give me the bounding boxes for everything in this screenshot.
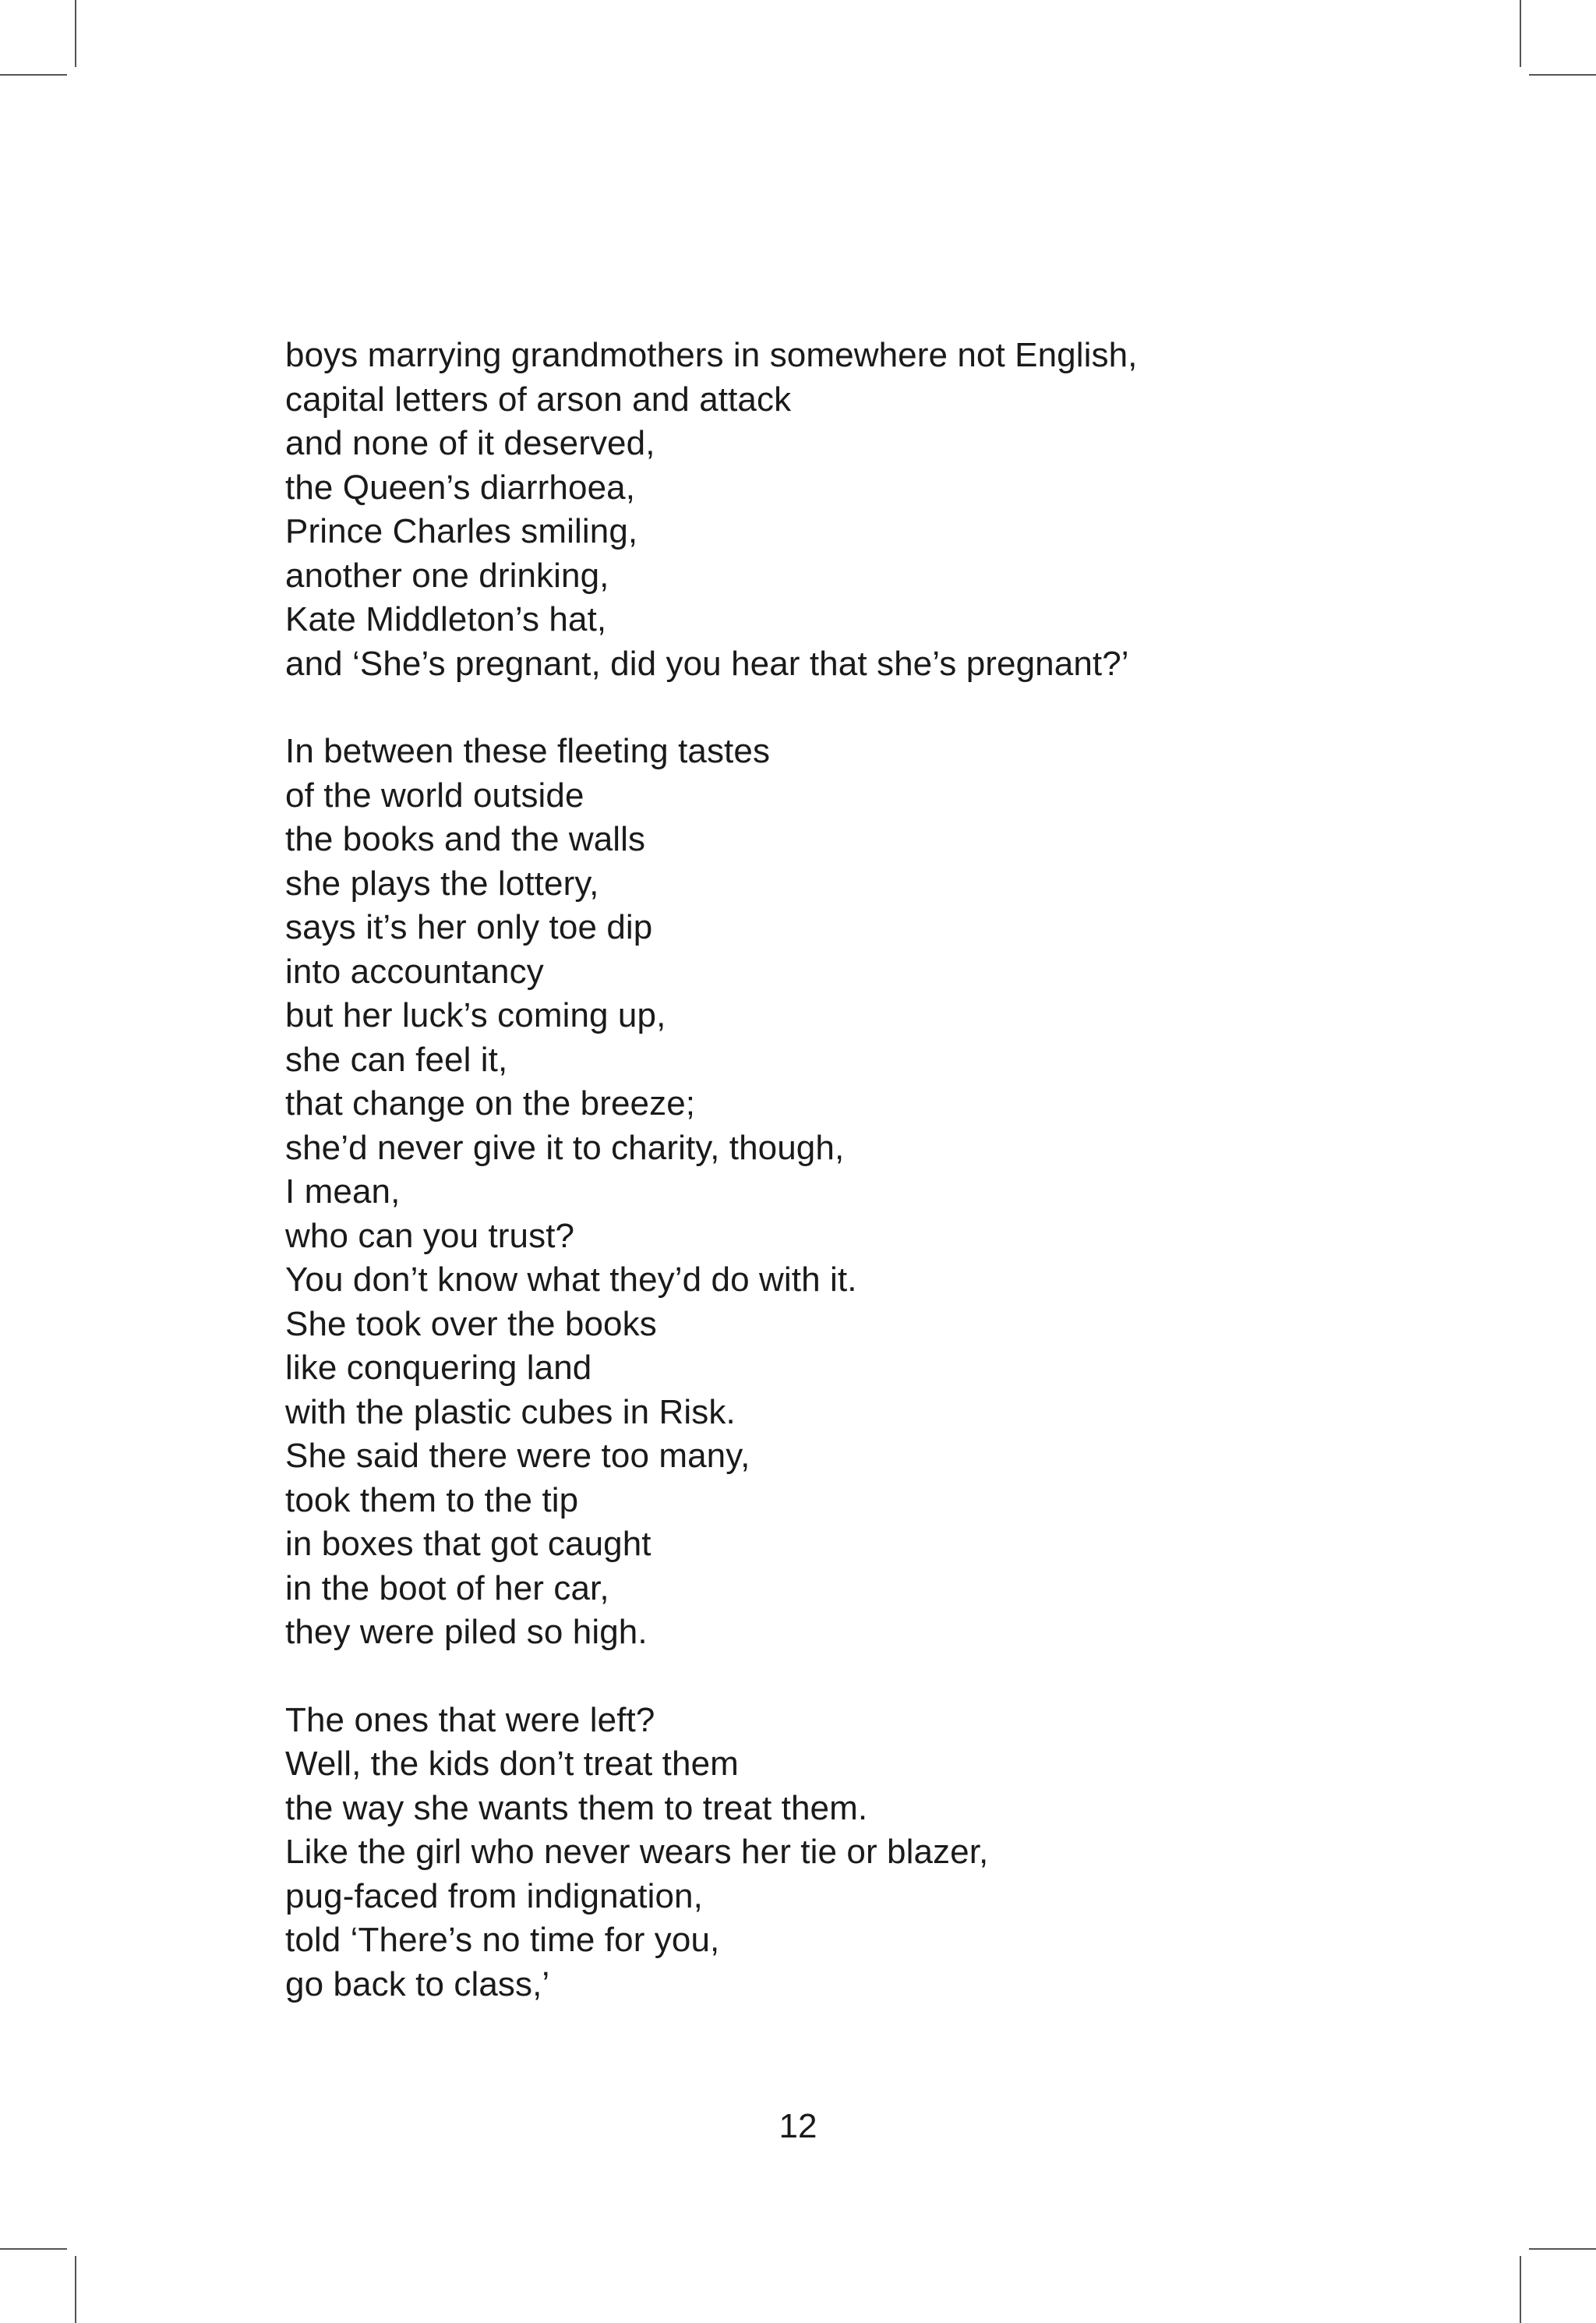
poem-line: capital letters of arson and attack bbox=[285, 380, 792, 419]
crop-mark-top-right-horizontal bbox=[1529, 74, 1596, 76]
crop-mark-bottom-right-vertical bbox=[1520, 2256, 1521, 2323]
poem-line: took them to the tip bbox=[285, 1480, 579, 1519]
poem-line: with the plastic cubes in Risk. bbox=[285, 1392, 736, 1431]
poem-line: Like the girl who never wears her tie or blazer, bbox=[285, 1833, 989, 1871]
stanza-1 bbox=[285, 334, 1376, 686]
poem-line: She took over the books bbox=[285, 1304, 657, 1343]
crop-mark-bottom-left-vertical bbox=[75, 2256, 76, 2323]
poem-line: I mean, bbox=[285, 1172, 401, 1211]
poem-line: In between these fleeting tastes bbox=[285, 732, 771, 770]
crop-mark-bottom-left-horizontal bbox=[0, 2248, 67, 2250]
poem-line: Prince Charles smiling, bbox=[285, 512, 638, 550]
poem-line: of the world outside bbox=[285, 776, 584, 815]
poem-line: the Queen’s diarrhoea, bbox=[285, 468, 636, 507]
poem-line: told ‘There’s no time for you, bbox=[285, 1921, 720, 1959]
poem-line: the books and the walls bbox=[285, 820, 646, 858]
poem-line: they were piled so high. bbox=[285, 1613, 648, 1651]
crop-mark-top-left-vertical bbox=[75, 0, 76, 67]
poem-line: and none of it deserved, bbox=[285, 424, 655, 462]
poem-line: says it’s her only toe dip bbox=[285, 908, 653, 946]
poem-body bbox=[285, 334, 1376, 2050]
crop-mark-top-left-horizontal bbox=[0, 74, 67, 76]
poem-line: who can you trust? bbox=[285, 1216, 575, 1255]
poem-line: You don’t know what they’d do with it. bbox=[285, 1261, 857, 1299]
poem-line: Kate Middleton’s hat, bbox=[285, 600, 607, 638]
poem-line: that change on the breeze; bbox=[285, 1084, 696, 1123]
poem-line: in the boot of her car, bbox=[285, 1568, 609, 1607]
poem-line: she can feel it, bbox=[285, 1040, 508, 1079]
poem-line: The ones that were left? bbox=[285, 1700, 655, 1739]
poem-line: Well, the kids don’t treat them bbox=[285, 1745, 739, 1783]
poem-line: she’d never give it to charity, though, bbox=[285, 1128, 845, 1167]
poem-line: in boxes that got caught bbox=[285, 1525, 651, 1563]
stanza-2 bbox=[285, 730, 1376, 1655]
poem-line: and ‘She’s pregnant, did you hear that she’s pregnant?’ bbox=[285, 644, 1129, 683]
crop-mark-bottom-right-horizontal bbox=[1529, 2248, 1596, 2250]
poem-line: she plays the lottery, bbox=[285, 864, 599, 903]
poem-line: pug-faced from indignation, bbox=[285, 1876, 703, 1915]
poem-line: like conquering land bbox=[285, 1349, 592, 1387]
stanza-3 bbox=[285, 1699, 1376, 2007]
poem-line: She said there were too many, bbox=[285, 1437, 750, 1475]
poem-line: another one drinking, bbox=[285, 556, 609, 595]
poem-line: the way she wants them to treat them. bbox=[285, 1788, 868, 1827]
page-number: 12 bbox=[779, 2107, 817, 2145]
poem-line: but her luck’s coming up, bbox=[285, 996, 666, 1034]
poem-line: go back to class,’ bbox=[285, 1964, 550, 2003]
poem-line: into accountancy bbox=[285, 952, 544, 991]
poem-line: boys marrying grandmothers in somewhere not English, bbox=[285, 336, 1138, 374]
crop-mark-top-right-vertical bbox=[1520, 0, 1521, 67]
